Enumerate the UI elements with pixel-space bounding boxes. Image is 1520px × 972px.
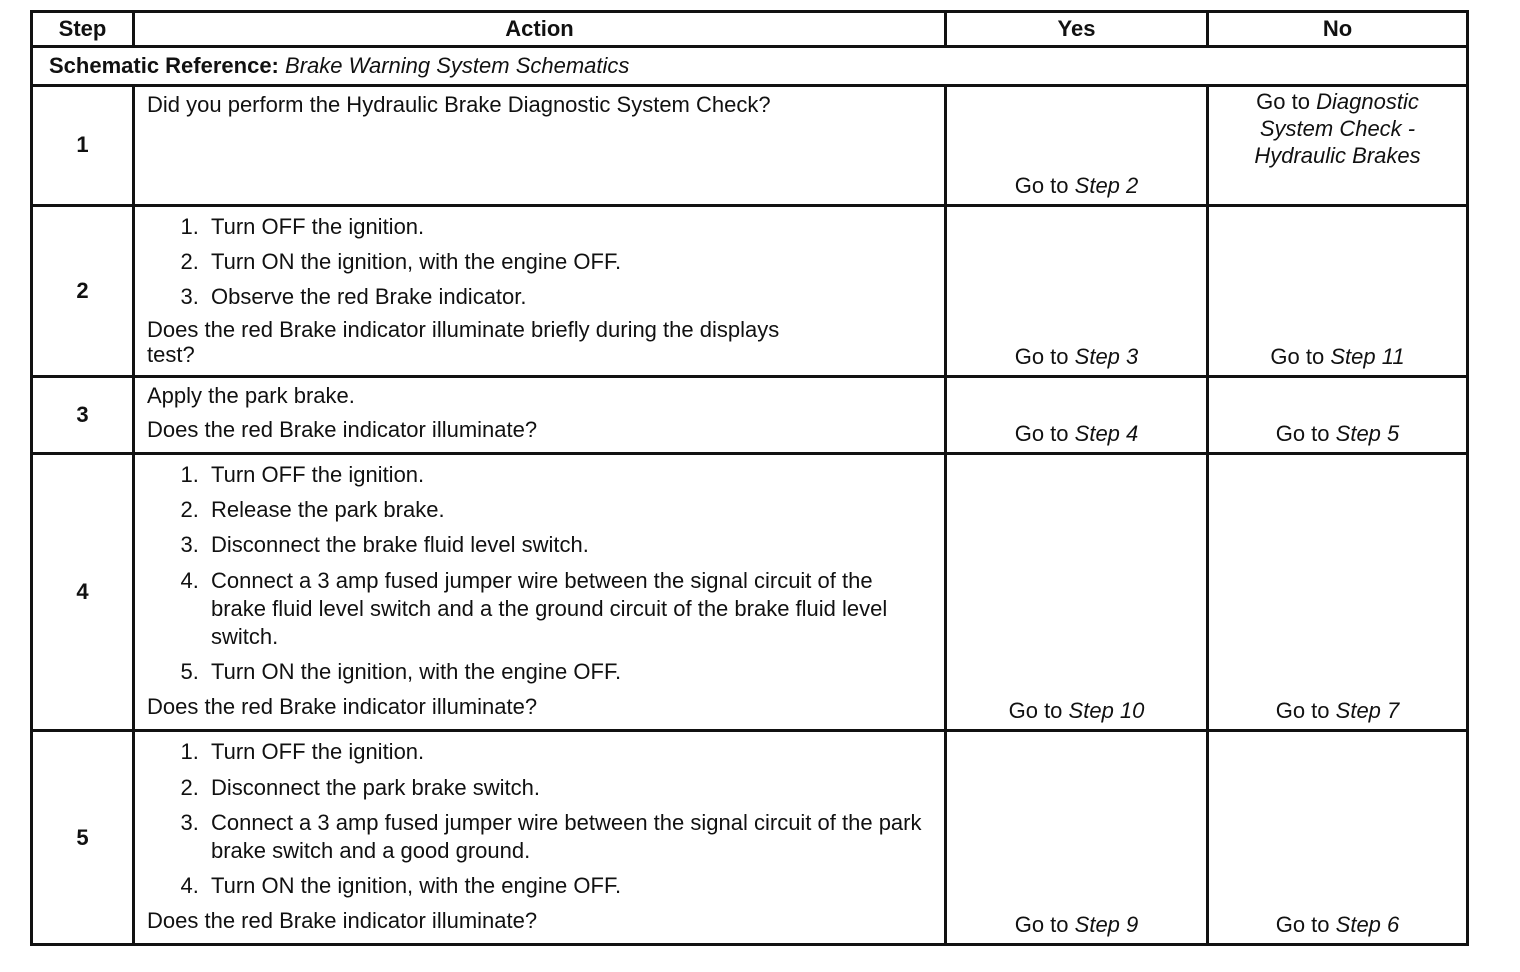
goto-prefix: Go to: [1256, 89, 1310, 114]
no-cell: [1208, 206, 1468, 377]
step-number: 5: [32, 731, 134, 945]
no-step-link: Step 7: [1335, 698, 1400, 724]
schematic-reference-row: [32, 47, 1468, 86]
procedure-item: 4. Turn ON the ignition, with the engine OFF.: [205, 872, 932, 900]
table-row: [32, 86, 1468, 206]
no-step-link: Diagnostic: [1316, 89, 1419, 114]
goto-prefix: Go to: [1275, 421, 1330, 446]
no-step-link: Step 6: [1335, 912, 1400, 938]
instruction-text: Apply the park brake.: [147, 382, 355, 408]
no-cell: [1208, 454, 1468, 731]
question-text: Does the red Brake indicator illuminate?: [147, 417, 538, 442]
procedure-item: 1. Turn OFF the ignition.: [205, 213, 932, 241]
procedure-list: [147, 213, 932, 311]
goto-prefix: Go to: [1014, 912, 1069, 938]
question-text: Does the red Brake indicator illuminate?: [147, 694, 538, 720]
yes-cell: [946, 206, 1208, 377]
yes-cell: [946, 731, 1208, 945]
header-step: Step: [32, 12, 134, 47]
goto-prefix: Go to: [1270, 343, 1325, 369]
schematic-reference: [32, 47, 1468, 86]
header-no: No: [1208, 12, 1468, 47]
header-yes: Yes: [946, 12, 1208, 47]
procedure-item: 1. Turn OFF the ignition.: [205, 738, 932, 766]
procedure-item: 2. Turn ON the ignition, with the engine OFF.: [205, 248, 932, 276]
procedure-list: [147, 461, 932, 686]
goto-prefix: Go to: [1014, 172, 1069, 198]
action-cell: [134, 731, 946, 945]
yes-step-link: Step 2: [1074, 172, 1139, 198]
table-row: [32, 454, 1468, 731]
yes-step-link: Step 9: [1074, 912, 1139, 938]
header-action: Action: [134, 12, 946, 47]
step-number: 1: [32, 86, 134, 206]
yes-cell: [946, 86, 1208, 206]
yes-cell: [946, 454, 1208, 731]
procedure-item: 3. Observe the red Brake indicator.: [205, 283, 932, 311]
step-number: 4: [32, 454, 134, 731]
question-text: Did you perform the Hydraulic Brake Diagnostic System Check?: [147, 92, 771, 117]
no-cell: [1208, 731, 1468, 945]
question-text: Does the red Brake indicator illuminate?: [147, 908, 538, 934]
yes-step-link: Step 4: [1074, 421, 1139, 446]
no-step-link: Hydraulic Brakes: [1254, 142, 1421, 168]
procedure-item: 4. Connect a 3 amp fused jumper wire between the signal circuit of the brake fluid level switch and a the ground circuit of the brake fluid level switch.: [205, 567, 932, 651]
goto-prefix: Go to: [1014, 343, 1069, 369]
yes-step-link: Step 10: [1068, 698, 1145, 724]
procedure-item: 2. Release the park brake.: [205, 496, 932, 524]
yes-cell: [946, 376, 1208, 453]
procedure-item: 1. Turn OFF the ignition.: [205, 461, 932, 489]
action-cell: [134, 86, 946, 206]
question-text: Does the red Brake indicator illuminate briefly during the displays test?: [147, 317, 780, 367]
schematic-reference-label: Schematic Reference:: [49, 52, 279, 78]
yes-step-link: Step 3: [1074, 343, 1139, 369]
header-row: [32, 12, 1468, 47]
no-step-link: System Check -: [1259, 115, 1416, 141]
step-number: 2: [32, 206, 134, 377]
procedure-item: 3. Connect a 3 amp fused jumper wire between the signal circuit of the park brake switch and a good ground.: [205, 809, 932, 865]
no-cell: [1208, 86, 1468, 206]
action-cell: [134, 454, 946, 731]
no-step-link: Step 11: [1330, 343, 1405, 369]
table-row: [32, 376, 1468, 453]
procedure-item: 5. Turn ON the ignition, with the engine OFF.: [205, 658, 932, 686]
goto-prefix: Go to: [1008, 698, 1063, 724]
step-number: 3: [32, 376, 134, 453]
table-row: [32, 206, 1468, 377]
no-step-link: Step 5: [1335, 421, 1400, 446]
no-cell: [1208, 376, 1468, 453]
table-row: [32, 731, 1468, 945]
procedure-item: 3. Disconnect the brake fluid level switch.: [205, 531, 932, 559]
goto-prefix: Go to: [1275, 912, 1330, 938]
procedure-item: 2. Disconnect the park brake switch.: [205, 774, 932, 802]
procedure-list: [147, 738, 932, 900]
action-cell: [134, 376, 946, 453]
goto-prefix: Go to: [1275, 698, 1330, 724]
goto-prefix: Go to: [1014, 421, 1069, 446]
diagnostic-table: [30, 10, 1469, 946]
action-cell: [134, 206, 946, 377]
schematic-reference-link: Brake Warning System Schematics: [285, 52, 630, 78]
